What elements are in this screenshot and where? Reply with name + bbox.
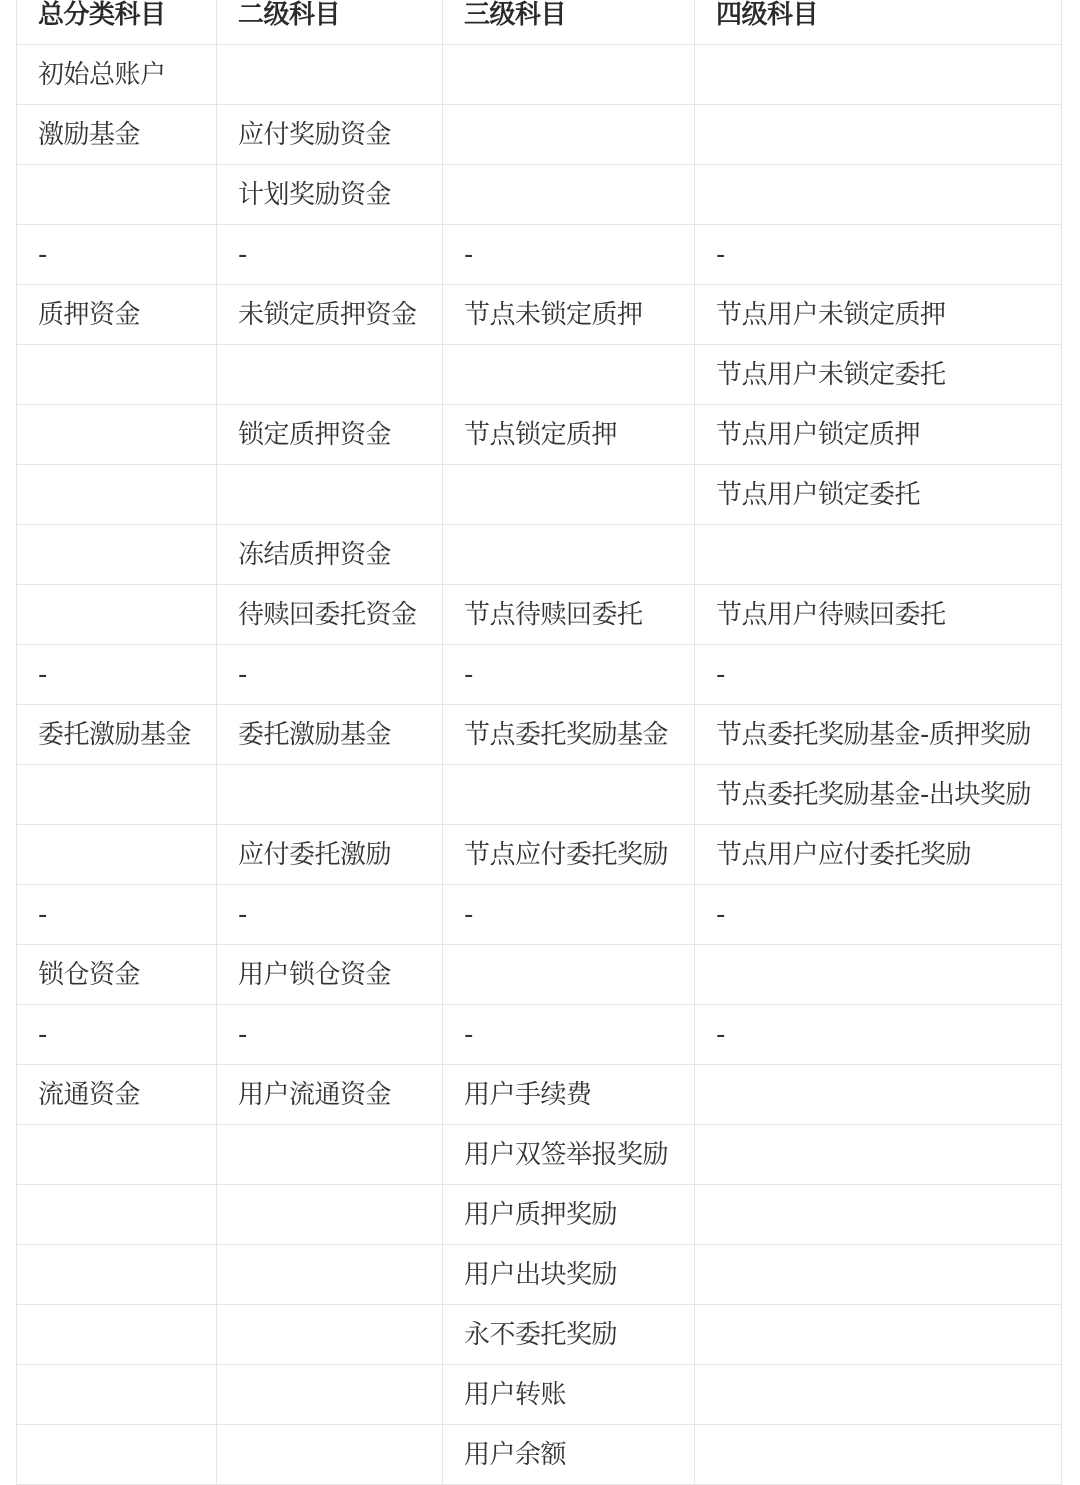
cell-general-subject — [17, 165, 217, 225]
cell-general-subject: 激励基金 — [17, 105, 217, 165]
cell-fourth-level-subject — [695, 1425, 1062, 1485]
cell-third-level-subject: - — [443, 645, 695, 705]
cell-second-level-subject — [217, 1365, 443, 1425]
cell-fourth-level-subject — [695, 525, 1062, 585]
cell-fourth-level-subject — [695, 45, 1062, 105]
table-row — [17, 645, 1062, 705]
cell-fourth-level-subject — [695, 105, 1062, 165]
table-row — [17, 525, 1062, 585]
cell-general-subject — [17, 1185, 217, 1245]
cell-general-subject: - — [17, 645, 217, 705]
cell-general-subject — [17, 765, 217, 825]
cell-second-level-subject: 委托激励基金 — [217, 705, 443, 765]
cell-general-subject: - — [17, 1005, 217, 1065]
table-row — [17, 345, 1062, 405]
table-row — [17, 1365, 1062, 1425]
cell-general-subject — [17, 465, 217, 525]
cell-fourth-level-subject: 节点委托奖励基金-质押奖励 — [695, 705, 1062, 765]
cell-third-level-subject — [443, 45, 695, 105]
table-row — [17, 585, 1062, 645]
cell-second-level-subject: 待赎回委托资金 — [217, 585, 443, 645]
cell-second-level-subject: - — [217, 1005, 443, 1065]
table-row — [17, 765, 1062, 825]
header-row — [17, 0, 1062, 45]
cell-fourth-level-subject: 节点委托奖励基金-出块奖励 — [695, 765, 1062, 825]
cell-general-subject — [17, 585, 217, 645]
cell-general-subject: 初始总账户 — [17, 45, 217, 105]
cell-fourth-level-subject — [695, 1065, 1062, 1125]
cell-second-level-subject: 应付奖励资金 — [217, 105, 443, 165]
cell-third-level-subject: 节点委托奖励基金 — [443, 705, 695, 765]
account-subject-table — [16, 0, 1062, 1485]
cell-second-level-subject — [217, 345, 443, 405]
cell-third-level-subject — [443, 105, 695, 165]
cell-fourth-level-subject — [695, 1245, 1062, 1305]
cell-second-level-subject: 未锁定质押资金 — [217, 285, 443, 345]
cell-general-subject: 质押资金 — [17, 285, 217, 345]
table-row — [17, 465, 1062, 525]
cell-third-level-subject: 用户双签举报奖励 — [443, 1125, 695, 1185]
header-fourth-level-subject: 四级科目 — [695, 0, 1062, 45]
cell-third-level-subject: - — [443, 1005, 695, 1065]
cell-general-subject — [17, 405, 217, 465]
cell-second-level-subject: 锁定质押资金 — [217, 405, 443, 465]
cell-second-level-subject: 计划奖励资金 — [217, 165, 443, 225]
cell-general-subject: 锁仓资金 — [17, 945, 217, 1005]
cell-fourth-level-subject — [695, 1125, 1062, 1185]
cell-fourth-level-subject: 节点用户应付委托奖励 — [695, 825, 1062, 885]
cell-third-level-subject: 用户余额 — [443, 1425, 695, 1485]
cell-general-subject — [17, 825, 217, 885]
cell-fourth-level-subject: 节点用户锁定质押 — [695, 405, 1062, 465]
table-row — [17, 1245, 1062, 1305]
cell-second-level-subject: 应付委托激励 — [217, 825, 443, 885]
table-row — [17, 885, 1062, 945]
cell-fourth-level-subject: 节点用户锁定委托 — [695, 465, 1062, 525]
cell-second-level-subject — [217, 765, 443, 825]
table-row — [17, 165, 1062, 225]
cell-fourth-level-subject: 节点用户未锁定质押 — [695, 285, 1062, 345]
cell-general-subject — [17, 1125, 217, 1185]
cell-third-level-subject — [443, 165, 695, 225]
cell-third-level-subject: 节点应付委托奖励 — [443, 825, 695, 885]
cell-second-level-subject: 用户流通资金 — [217, 1065, 443, 1125]
cell-fourth-level-subject — [695, 1185, 1062, 1245]
cell-third-level-subject: - — [443, 885, 695, 945]
cell-second-level-subject — [217, 1305, 443, 1365]
cell-third-level-subject: 用户手续费 — [443, 1065, 695, 1125]
table-body — [17, 45, 1062, 1485]
cell-general-subject: 流通资金 — [17, 1065, 217, 1125]
cell-fourth-level-subject: - — [695, 225, 1062, 285]
cell-third-level-subject: 用户出块奖励 — [443, 1245, 695, 1305]
header-general-subject: 总分类科目 — [17, 0, 217, 45]
table-row — [17, 285, 1062, 345]
cell-third-level-subject — [443, 465, 695, 525]
cell-third-level-subject: 节点未锁定质押 — [443, 285, 695, 345]
cell-third-level-subject: - — [443, 225, 695, 285]
cell-fourth-level-subject — [695, 1305, 1062, 1365]
table-row — [17, 825, 1062, 885]
cell-second-level-subject — [217, 465, 443, 525]
cell-general-subject: - — [17, 885, 217, 945]
table-row — [17, 1305, 1062, 1365]
cell-second-level-subject — [217, 1185, 443, 1245]
cell-general-subject — [17, 1245, 217, 1305]
cell-second-level-subject — [217, 1245, 443, 1305]
cell-general-subject — [17, 1365, 217, 1425]
table-row — [17, 45, 1062, 105]
cell-third-level-subject: 用户质押奖励 — [443, 1185, 695, 1245]
cell-fourth-level-subject — [695, 945, 1062, 1005]
table-row — [17, 405, 1062, 465]
cell-general-subject — [17, 345, 217, 405]
cell-fourth-level-subject: - — [695, 885, 1062, 945]
cell-fourth-level-subject: - — [695, 1005, 1062, 1065]
table-row — [17, 1425, 1062, 1485]
cell-fourth-level-subject: 节点用户待赎回委托 — [695, 585, 1062, 645]
cell-third-level-subject: 用户转账 — [443, 1365, 695, 1425]
cell-second-level-subject: 冻结质押资金 — [217, 525, 443, 585]
cell-second-level-subject — [217, 45, 443, 105]
table-row — [17, 1005, 1062, 1065]
account-table-container — [16, 0, 1061, 1485]
cell-second-level-subject: - — [217, 225, 443, 285]
table-row — [17, 705, 1062, 765]
cell-general-subject: 委托激励基金 — [17, 705, 217, 765]
cell-third-level-subject — [443, 945, 695, 1005]
cell-general-subject: - — [17, 225, 217, 285]
cell-fourth-level-subject: - — [695, 645, 1062, 705]
cell-second-level-subject — [217, 1425, 443, 1485]
cell-general-subject — [17, 525, 217, 585]
cell-fourth-level-subject — [695, 1365, 1062, 1425]
cell-second-level-subject — [217, 1125, 443, 1185]
cell-third-level-subject — [443, 525, 695, 585]
header-second-level-subject: 二级科目 — [217, 0, 443, 45]
cell-fourth-level-subject — [695, 165, 1062, 225]
cell-second-level-subject: - — [217, 645, 443, 705]
cell-third-level-subject — [443, 765, 695, 825]
cell-third-level-subject: 节点待赎回委托 — [443, 585, 695, 645]
cell-general-subject — [17, 1425, 217, 1485]
table-row — [17, 945, 1062, 1005]
cell-second-level-subject: - — [217, 885, 443, 945]
cell-third-level-subject: 永不委托奖励 — [443, 1305, 695, 1365]
table-row — [17, 1185, 1062, 1245]
cell-third-level-subject — [443, 345, 695, 405]
cell-third-level-subject: 节点锁定质押 — [443, 405, 695, 465]
table-row — [17, 225, 1062, 285]
cell-general-subject — [17, 1305, 217, 1365]
cell-fourth-level-subject: 节点用户未锁定委托 — [695, 345, 1062, 405]
table-row — [17, 105, 1062, 165]
table-row — [17, 1125, 1062, 1185]
header-third-level-subject: 三级科目 — [443, 0, 695, 45]
table-row — [17, 1065, 1062, 1125]
cell-second-level-subject: 用户锁仓资金 — [217, 945, 443, 1005]
